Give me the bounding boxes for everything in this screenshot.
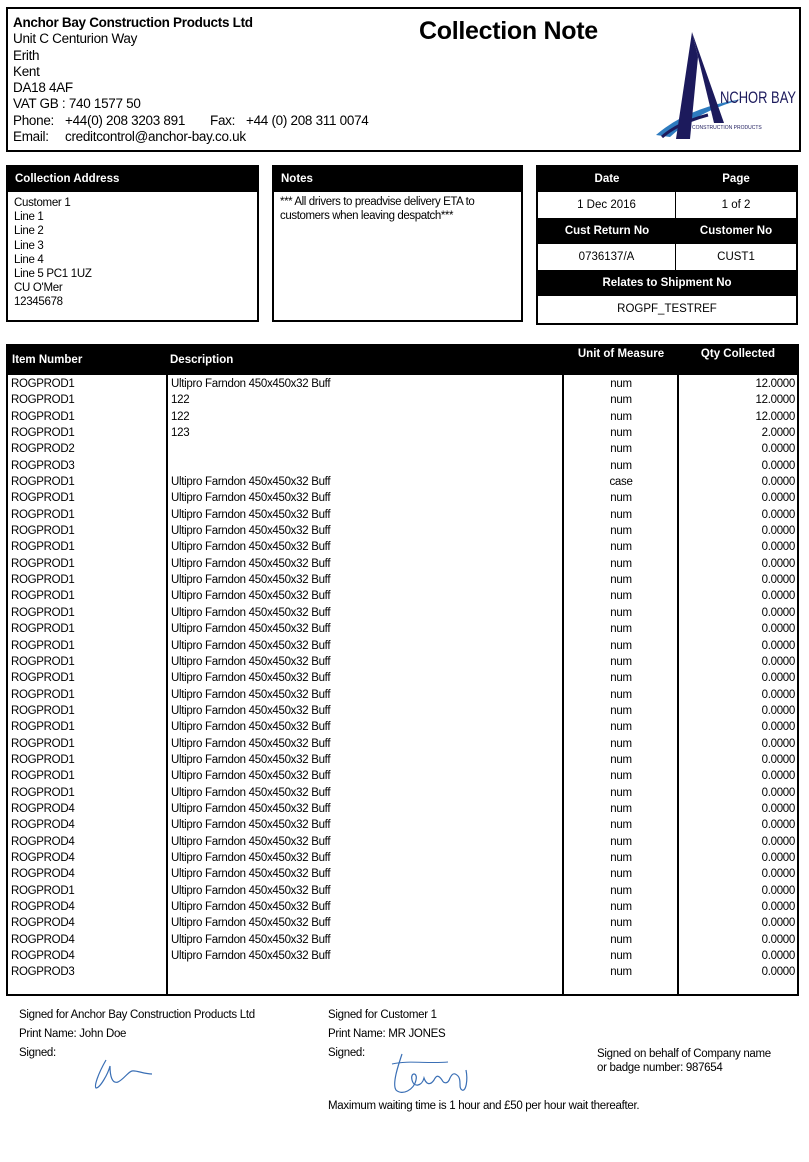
unit-of-measure-cell: num: [610, 819, 632, 832]
company-signed-for: Signed for Anchor Bay Construction Products Ltd: [19, 1009, 255, 1021]
table-row: [8, 638, 797, 654]
unit-of-measure-cell: num: [610, 492, 632, 505]
unit-of-measure-cell: num: [610, 378, 632, 390]
item-number-cell: ROGPROD1: [11, 590, 75, 603]
qty-collected-cell: 0.0000: [761, 672, 795, 685]
table-row: [8, 932, 797, 948]
item-number-cell: ROGPROD4: [11, 835, 75, 848]
description-cell: Ultipro Farndon 450x450x32 Buff: [171, 688, 331, 701]
address-line: Line 4: [14, 253, 44, 266]
logo-text: NCHOR BAY: [720, 88, 796, 107]
date-heading: Date: [538, 167, 676, 192]
table-row: [8, 621, 797, 637]
collection-address-panel: [6, 165, 259, 322]
unit-of-measure-cell: num: [610, 753, 632, 766]
qty-collected-cell: 0.0000: [761, 966, 795, 979]
cust-return-heading: Cust Return No: [538, 219, 676, 244]
table-row: [8, 523, 797, 539]
description-cell: Ultipro Farndon 450x450x32 Buff: [171, 917, 331, 930]
customer-signed-for: Signed for Customer 1: [328, 1009, 437, 1021]
item-number-cell: ROGPROD1: [11, 427, 75, 440]
column-header-description: Description: [170, 354, 234, 366]
fax-label: Fax:: [210, 112, 236, 128]
unit-of-measure-cell: num: [610, 655, 632, 668]
qty-collected-cell: 0.0000: [761, 623, 795, 636]
unit-of-measure-cell: num: [610, 704, 632, 717]
item-number-cell: ROGPROD3: [11, 966, 75, 979]
qty-collected-cell: 0.0000: [761, 590, 795, 603]
item-number-cell: ROGPROD2: [11, 443, 75, 456]
table-row: [8, 785, 797, 801]
items-table: [6, 344, 799, 996]
item-number-cell: ROGPROD4: [11, 819, 75, 832]
table-row: [8, 703, 797, 719]
phone-number: +44(0) 208 3203 891: [65, 112, 186, 128]
customer-print-name: Print Name: MR JONES: [328, 1028, 446, 1040]
item-number-cell: ROGPROD1: [11, 378, 75, 390]
table-row: [8, 458, 797, 474]
description-cell: Ultipro Farndon 450x450x32 Buff: [171, 933, 331, 946]
item-number-cell: ROGPROD4: [11, 851, 75, 864]
item-number-cell: ROGPROD1: [11, 525, 75, 538]
description-cell: Ultipro Farndon 450x450x32 Buff: [171, 378, 331, 390]
unit-of-measure-cell: num: [610, 802, 632, 815]
description-cell: Ultipro Farndon 450x450x32 Buff: [171, 508, 331, 521]
notes-heading: Notes: [274, 167, 521, 192]
behalf-line-2: or badge number: 987654: [597, 1062, 723, 1074]
logo-subtext: CONSTRUCTION PRODUCTS: [692, 125, 762, 131]
qty-collected-cell: 0.0000: [761, 868, 795, 881]
unit-of-measure-cell: case: [609, 476, 633, 489]
table-row: [8, 441, 797, 457]
company-name: Anchor Bay Construction Products Ltd: [13, 15, 253, 30]
company-address-line-1: Unit C Centurion Way: [13, 31, 138, 47]
description-cell: Ultipro Farndon 450x450x32 Buff: [171, 868, 331, 881]
company-signed-label: Signed:: [19, 1047, 56, 1059]
customer-no-heading: Customer No: [676, 219, 796, 244]
column-header-unit-of-measure: [564, 346, 678, 375]
item-number-cell: ROGPROD1: [11, 606, 75, 619]
qty-collected-cell: 0.0000: [761, 802, 795, 815]
item-number-cell: ROGPROD1: [11, 704, 75, 717]
qty-collected-cell: 12.0000: [755, 378, 795, 390]
qty-collected-cell: 0.0000: [761, 917, 795, 930]
company-address-line-3: Kent: [13, 63, 40, 79]
description-cell: Ultipro Farndon 450x450x32 Buff: [171, 737, 331, 750]
company-print-name: Print Name: John Doe: [19, 1028, 127, 1040]
item-number-cell: ROGPROD1: [11, 492, 75, 505]
address-line: Line 1: [14, 211, 44, 224]
table-row: [8, 768, 797, 784]
description-cell: 122: [171, 394, 190, 407]
item-number-cell: ROGPROD1: [11, 786, 75, 799]
qty-collected-cell: 0.0000: [761, 933, 795, 946]
qty-collected-cell: 0.0000: [761, 639, 795, 652]
qty-collected-cell: 0.0000: [761, 704, 795, 717]
table-row: [8, 915, 797, 931]
shipment-value: ROGPF_TESTREF: [617, 303, 717, 315]
address-line: 12345678: [14, 296, 63, 309]
table-row: [8, 883, 797, 899]
table-row: [8, 670, 797, 686]
qty-collected-cell: 0.0000: [761, 443, 795, 456]
column-header-unit-of-measure-text: Unit of Measure: [577, 348, 665, 360]
item-number-cell: ROGPROD1: [11, 574, 75, 587]
description-cell: Ultipro Farndon 450x450x32 Buff: [171, 557, 331, 570]
description-cell: Ultipro Farndon 450x450x32 Buff: [171, 802, 331, 815]
unit-of-measure-cell: num: [610, 868, 632, 881]
address-line: Line 2: [14, 225, 44, 238]
item-number-cell: ROGPROD1: [11, 639, 75, 652]
item-number-cell: ROGPROD1: [11, 557, 75, 570]
item-number-cell: ROGPROD4: [11, 868, 75, 881]
table-row: [8, 409, 797, 425]
description-cell: Ultipro Farndon 450x450x32 Buff: [171, 655, 331, 668]
item-number-cell: ROGPROD1: [11, 623, 75, 636]
unit-of-measure-cell: num: [610, 835, 632, 848]
table-row: [8, 425, 797, 441]
item-number-cell: ROGPROD1: [11, 655, 75, 668]
column-header-qty-collected: [679, 346, 797, 375]
qty-collected-cell: 0.0000: [761, 851, 795, 864]
description-cell: Ultipro Farndon 450x450x32 Buff: [171, 835, 331, 848]
items-table-header: [8, 346, 797, 375]
column-header-item-number: Item Number: [12, 354, 83, 366]
table-row: [8, 834, 797, 850]
description-cell: Ultipro Farndon 450x450x32 Buff: [171, 541, 331, 554]
unit-of-measure-cell: num: [610, 737, 632, 750]
item-number-cell: ROGPROD4: [11, 917, 75, 930]
table-row: [8, 539, 797, 555]
description-cell: 122: [171, 410, 190, 423]
items-table-body: [8, 376, 797, 981]
unit-of-measure-cell: num: [610, 770, 632, 783]
description-cell: Ultipro Farndon 450x450x32 Buff: [171, 753, 331, 766]
unit-of-measure-cell: num: [610, 851, 632, 864]
item-number-cell: ROGPROD1: [11, 476, 75, 489]
item-number-cell: ROGPROD1: [11, 721, 75, 734]
company-details: [13, 15, 368, 145]
notes-text: *** All drivers to preadvise delivery ETA to customers when leaving despatch***: [280, 196, 475, 222]
qty-collected-cell: 0.0000: [761, 819, 795, 832]
table-row: [8, 899, 797, 915]
table-row: [8, 507, 797, 523]
date-value: 1 Dec 2016: [538, 192, 676, 219]
qty-collected-cell: 0.0000: [761, 525, 795, 538]
unit-of-measure-cell: num: [610, 623, 632, 636]
qty-collected-cell: 0.0000: [761, 950, 795, 963]
table-row: [8, 588, 797, 604]
item-number-cell: ROGPROD1: [11, 737, 75, 750]
collection-address-heading: Collection Address: [8, 167, 257, 192]
description-cell: Ultipro Farndon 450x450x32 Buff: [171, 492, 331, 505]
unit-of-measure-cell: num: [610, 410, 632, 423]
description-cell: Ultipro Farndon 450x450x32 Buff: [171, 851, 331, 864]
description-cell: Ultipro Farndon 450x450x32 Buff: [171, 786, 331, 799]
qty-collected-cell: 0.0000: [761, 476, 795, 489]
customer-signature: [388, 1050, 478, 1098]
description-cell: Ultipro Farndon 450x450x32 Buff: [171, 672, 331, 685]
table-row: [8, 752, 797, 768]
unit-of-measure-cell: num: [610, 688, 632, 701]
unit-of-measure-cell: num: [610, 672, 632, 685]
description-cell: Ultipro Farndon 450x450x32 Buff: [171, 525, 331, 538]
item-number-cell: ROGPROD1: [11, 672, 75, 685]
table-row: [8, 736, 797, 752]
item-number-cell: ROGPROD4: [11, 802, 75, 815]
table-row: [8, 605, 797, 621]
item-number-cell: ROGPROD4: [11, 933, 75, 946]
notes-panel: [272, 165, 523, 322]
table-row: [8, 964, 797, 980]
item-number-cell: ROGPROD1: [11, 688, 75, 701]
table-row: [8, 801, 797, 817]
qty-collected-cell: 0.0000: [761, 786, 795, 799]
qty-collected-cell: 0.0000: [761, 508, 795, 521]
unit-of-measure-cell: num: [610, 541, 632, 554]
company-phone-row: [13, 113, 368, 129]
company-signature: [88, 1054, 158, 1094]
description-cell: Ultipro Farndon 450x450x32 Buff: [171, 606, 331, 619]
item-number-cell: ROGPROD1: [11, 753, 75, 766]
fax-number: +44 (0) 208 311 0074: [246, 112, 369, 128]
qty-collected-cell: 0.0000: [761, 835, 795, 848]
qty-collected-cell: 0.0000: [761, 737, 795, 750]
table-row: [8, 392, 797, 408]
description-cell: Ultipro Farndon 450x450x32 Buff: [171, 476, 331, 489]
company-email-row: [13, 129, 368, 145]
cust-return-value: 0736137/A: [538, 244, 676, 271]
table-row: [8, 687, 797, 703]
email-label: Email:: [13, 129, 49, 145]
item-number-cell: ROGPROD4: [11, 901, 75, 913]
unit-of-measure-cell: num: [610, 590, 632, 603]
unit-of-measure-cell: num: [610, 884, 632, 897]
table-row: [8, 572, 797, 588]
unit-of-measure-cell: num: [610, 443, 632, 456]
column-header-qty-collected-text: Qty Collected: [700, 348, 776, 360]
unit-of-measure-cell: num: [610, 933, 632, 946]
behalf-note: [597, 1047, 771, 1075]
document-title: Collection Note: [419, 17, 598, 45]
unit-of-measure-cell: num: [610, 901, 632, 913]
table-row: [8, 490, 797, 506]
table-row: [8, 474, 797, 490]
description-cell: Ultipro Farndon 450x450x32 Buff: [171, 901, 331, 913]
unit-of-measure-cell: num: [610, 394, 632, 407]
qty-collected-cell: 0.0000: [761, 655, 795, 668]
address-line: Customer 1: [14, 197, 71, 209]
document-header: [6, 7, 801, 152]
qty-collected-cell: 0.0000: [761, 770, 795, 783]
page-value: 1 of 2: [676, 192, 796, 219]
table-row: [8, 556, 797, 572]
qty-collected-cell: 0.0000: [761, 541, 795, 554]
table-row: [8, 817, 797, 833]
unit-of-measure-cell: num: [610, 966, 632, 979]
qty-collected-cell: 2.0000: [761, 427, 795, 440]
waiting-time-note: Maximum waiting time is 1 hour and £50 per hour wait thereafter.: [328, 1100, 640, 1112]
unit-of-measure-cell: num: [610, 557, 632, 570]
qty-collected-cell: 0.0000: [761, 688, 795, 701]
description-cell: Ultipro Farndon 450x450x32 Buff: [171, 884, 331, 897]
unit-of-measure-cell: num: [610, 786, 632, 799]
qty-collected-cell: 0.0000: [761, 574, 795, 587]
description-cell: Ultipro Farndon 450x450x32 Buff: [171, 770, 331, 783]
item-number-cell: ROGPROD1: [11, 410, 75, 423]
unit-of-measure-cell: num: [610, 525, 632, 538]
qty-collected-cell: 0.0000: [761, 557, 795, 570]
customer-no-value: CUST1: [676, 244, 796, 271]
description-cell: Ultipro Farndon 450x450x32 Buff: [171, 639, 331, 652]
shipment-heading: Relates to Shipment No: [538, 271, 796, 296]
item-number-cell: ROGPROD4: [11, 950, 75, 963]
description-cell: Ultipro Farndon 450x450x32 Buff: [171, 574, 331, 587]
customer-signed-label: Signed:: [328, 1047, 365, 1059]
qty-collected-cell: 12.0000: [755, 410, 795, 423]
qty-collected-cell: 0.0000: [761, 606, 795, 619]
email-address: creditcontrol@anchor-bay.co.uk: [65, 129, 246, 145]
item-number-cell: ROGPROD1: [11, 770, 75, 783]
unit-of-measure-cell: num: [610, 721, 632, 734]
qty-collected-cell: 0.0000: [761, 901, 795, 913]
description-cell: Ultipro Farndon 450x450x32 Buff: [171, 950, 331, 963]
item-number-cell: ROGPROD1: [11, 884, 75, 897]
document-info-panel: [536, 165, 798, 325]
address-line: Line 5 PC1 1UZ: [14, 268, 92, 281]
qty-collected-cell: 0.0000: [761, 753, 795, 766]
item-number-cell: ROGPROD1: [11, 541, 75, 554]
page-heading: Page: [676, 167, 796, 192]
anchor-bay-logo: [648, 27, 798, 149]
behalf-line-1: Signed on behalf of Company name: [597, 1048, 771, 1060]
unit-of-measure-cell: num: [610, 459, 632, 472]
address-line: CU O'Mer: [14, 282, 63, 295]
company-address-line-4: DA18 4AF: [13, 80, 73, 96]
table-row: [8, 948, 797, 964]
table-row: [8, 719, 797, 735]
table-row: [8, 376, 797, 392]
company-address-line-2: Erith: [13, 47, 40, 63]
item-number-cell: ROGPROD1: [11, 508, 75, 521]
unit-of-measure-cell: num: [610, 427, 632, 440]
unit-of-measure-cell: num: [610, 917, 632, 930]
qty-collected-cell: 0.0000: [761, 884, 795, 897]
description-cell: Ultipro Farndon 450x450x32 Buff: [171, 623, 331, 636]
qty-collected-cell: 0.0000: [761, 492, 795, 505]
qty-collected-cell: 0.0000: [761, 459, 795, 472]
collection-address-body: [8, 192, 257, 314]
table-row: [8, 850, 797, 866]
unit-of-measure-cell: num: [610, 606, 632, 619]
unit-of-measure-cell: num: [610, 508, 632, 521]
description-cell: 123: [171, 427, 190, 440]
unit-of-measure-cell: num: [610, 639, 632, 652]
description-cell: Ultipro Farndon 450x450x32 Buff: [171, 721, 331, 734]
unit-of-measure-cell: num: [610, 950, 632, 963]
phone-label: Phone:: [13, 112, 54, 128]
qty-collected-cell: 0.0000: [761, 721, 795, 734]
description-cell: Ultipro Farndon 450x450x32 Buff: [171, 704, 331, 717]
item-number-cell: ROGPROD3: [11, 459, 75, 472]
table-row: [8, 654, 797, 670]
company-vat: VAT GB : 740 1577 50: [13, 96, 141, 112]
description-cell: Ultipro Farndon 450x450x32 Buff: [171, 590, 331, 603]
item-number-cell: ROGPROD1: [11, 394, 75, 407]
table-row: [8, 866, 797, 882]
unit-of-measure-cell: num: [610, 574, 632, 587]
address-line: Line 3: [14, 239, 44, 252]
qty-collected-cell: 12.0000: [755, 394, 795, 407]
description-cell: Ultipro Farndon 450x450x32 Buff: [171, 819, 331, 832]
